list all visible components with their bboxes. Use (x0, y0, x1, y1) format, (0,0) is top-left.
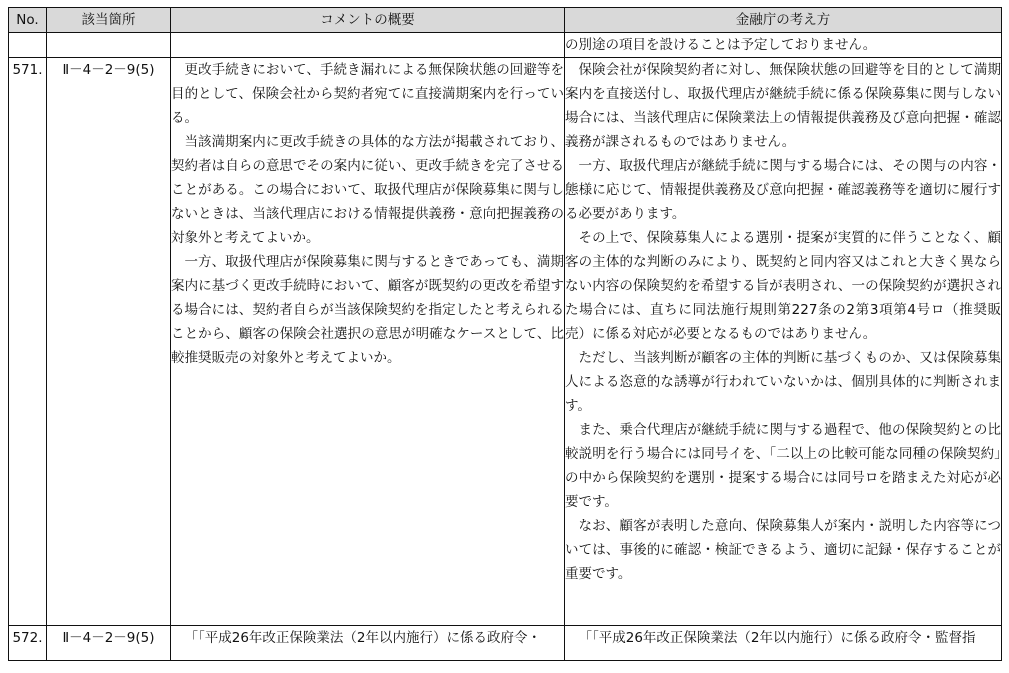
comment-paragraph: 当該満期案内に更改手続きの具体的な方法が掲載されており、契約者は自らの意思でその案内に従い、更改手続きを完了させることがある。この場合において、取扱代理店が保険募集に関与しないときは、当該代理店における情報提供義務・意向把握義務の対象外と考えてよいか。 (171, 134, 564, 246)
header-comment: コメントの概要 (171, 8, 565, 33)
fsa-paragraph: 「「平成26年改正保険業法（2年以内施行）に係る政府令・監督指 (578, 630, 976, 646)
cell-location (47, 33, 171, 58)
row-fsa-view (565, 626, 1002, 661)
table-row-continued (9, 33, 1002, 58)
cell-no (9, 33, 47, 58)
comment-paragraph: 更改手続きにおいて、手続き漏れによる無保険状態の回避等を目的として、保険会社から契約者宛てに直接満期案内を行っている。 (171, 62, 564, 126)
cell-comment (171, 33, 565, 58)
header-location: 該当箇所 (47, 8, 171, 33)
row-comment (171, 58, 565, 626)
row-location: Ⅱ－4－2－9(5) (47, 58, 171, 626)
header-fsa-view: 金融庁の考え方 (565, 8, 1002, 33)
fsa-paragraph: なお、顧客が表明した意向、保険募集人が案内・説明した内容等については、事後的に確認・検証できるよう、適切に記録・保存することが重要です。 (565, 518, 1001, 582)
fsa-paragraph: ただし、当該判断が顧客の主体的判断に基づくものか、又は保険募集人による恣意的な誘導が行われていないかは、個別具体的に判断されます。 (565, 350, 1001, 414)
comment-paragraph: 「「平成26年改正保険業法（2年以内施行）に係る政府令・ (184, 630, 542, 646)
row-number: 571. (9, 58, 47, 626)
fsa-paragraph: の別途の項目を設けることは予定しておりません。 (565, 37, 877, 53)
fsa-paragraph: また、乗合代理店が継続手続に関与する過程で、他の保険契約との比較説明を行う場合には同号イを、「二以上の比較可能な同種の保険契約」の中から保険契約を選別・提案する場合には同号ロを踏まえた対応が必要です。 (565, 422, 1001, 510)
comment-paragraph: 一方、取扱代理店が保険募集に関与するときであっても、満期案内に基づく更改手続時において、顧客が既契約の更改を希望する場合には、契約者自らが当該保険契約を指定したと考えられることから、顧客の保険会社選択の意思が明確なケースとして、比較推奨販売の対象外と考えてよいか。 (171, 254, 564, 366)
table-header-row (9, 8, 1002, 33)
fsa-paragraph: その上で、保険募集人による選別・提案が実質的に伴うことなく、顧客の主体的な判断のみにより、既契約と同内容又はこれと大きく異ならない内容の保険契約を希望する旨が表明され、一の保険契約が選択された場合には、直ちに同法施行規則第227条の2第3項第4号ロ（推奨販売）に係る対応が必要となるものではありません。 (565, 230, 1001, 342)
comment-table (8, 7, 1002, 661)
fsa-paragraph: 一方、取扱代理店が継続手続に関与する場合には、その関与の内容・態様に応じて、情報提供義務及び意向把握・確認義務等を適切に履行する必要があります。 (565, 158, 1001, 222)
row-comment (171, 626, 565, 661)
table-row (9, 58, 1002, 626)
cell-fsa-view (565, 33, 1002, 58)
row-location: Ⅱ－4－2－9(5) (47, 626, 171, 661)
header-no: No. (9, 8, 47, 33)
row-fsa-view (565, 58, 1002, 626)
fsa-paragraph: 保険会社が保険契約者に対し、無保険状態の回避等を目的として満期案内を直接送付し、取扱代理店が継続手続に係る保険募集に関与しない場合には、当該代理店に保険業法上の情報提供義務及び意向把握・確認義務が課されるものではありません。 (565, 62, 1001, 150)
table-row (9, 626, 1002, 661)
row-number: 572. (9, 626, 47, 661)
document-page (8, 7, 1002, 661)
